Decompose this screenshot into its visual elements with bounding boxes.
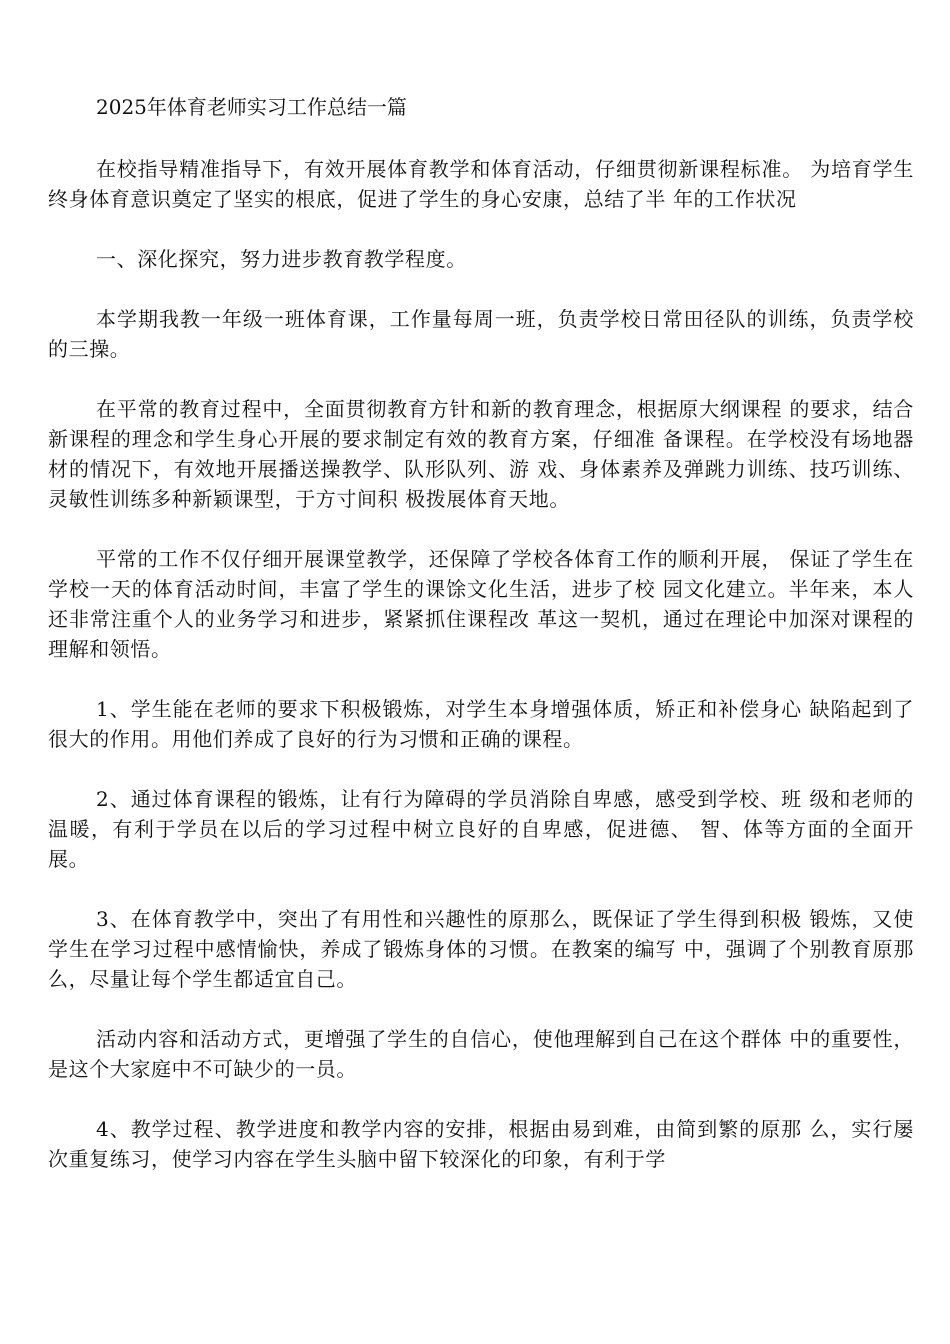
paragraph-activities: 活动内容和活动方式，更增强了学生的自信心，使他理解到自己在这个群体 中的重要性，是这个大家庭中不可缺少的一员。 bbox=[48, 1027, 914, 1081]
paragraph-teaching-process: 在平常的教育过程中，全面贯彻教育方针和新的教育理念，根据原大纲课程 的要求，结合新课程的理念和学生身心开展的要求制定有效的教育方案，仔细准 备课程。在学校没有场地器材的情况下，有效地开展播送操教学、队形队列、游 戏、身体素养及弹跳力训练、技巧训练、灵敏性训练多种新颖课型，于方寸间积 极拨展体育天地。 bbox=[48, 397, 914, 511]
paragraph-point-4: 4、教学过程、教学进度和教学内容的安排，根据由易到难，由简到繁的原那 么，实行屡次重复练习，使学习内容在学生头脑中留下较深化的印象，有利于学 bbox=[48, 1117, 914, 1171]
paragraph-workload: 本学期我教一年级一班体育课，工作量每周一班，负责学校日常田径队的训练，负责学校的三操。 bbox=[48, 307, 914, 361]
paragraph-point-2: 2、通过体育课程的锻炼，让有行为障碍的学员消除自卑感，感受到学校、班 级和老师的温暖，有利于学员在以后的学习过程中树立良好的自卑感，促进德、 智、体等方面的全面开展。 bbox=[48, 787, 914, 871]
document-title: 2025年体育老师实习工作总结一篇 bbox=[96, 95, 407, 119]
paragraph-daily-work: 平常的工作不仅仔细开展课堂教学，还保障了学校各体育工作的顺利开展， 保证了学生在学校一天的体育活动时间，丰富了学生的课馀文化生活，进步了校 园文化建立。半年来，本人还非常注重个人的业务学习和进步，紧紧抓住课程改 革这一契机，通过在理论中加深对课程的理解和领悟。 bbox=[48, 547, 914, 661]
paragraph-point-1: 1、学生能在老师的要求下积极锻炼，对学生本身增强体质，矫正和补偿身心 缺陷起到了很大的作用。用他们养成了良好的行为习惯和正确的课程。 bbox=[48, 697, 914, 751]
paragraph-intro: 在校指导精准指导下，有效开展体育教学和体育活动，仔细贯彻新课程标准。 为培育学生终身体育意识奠定了坚实的根底，促进了学生的身心安康，总结了半 年的工作状况 bbox=[48, 157, 914, 211]
document-page bbox=[48, 92, 914, 1204]
section-heading-1: 一、深化探究，努力进步教育教学程度。 bbox=[96, 247, 467, 271]
paragraph-point-3: 3、在体育教学中，突出了有用性和兴趣性的原那么，既保证了学生得到积极 锻炼，又使学生在学习过程中感情愉快，养成了锻炼身体的习惯。在教案的编写 中，强调了个别教育原那么，尽量让每个学生都适宜自己。 bbox=[48, 907, 914, 991]
